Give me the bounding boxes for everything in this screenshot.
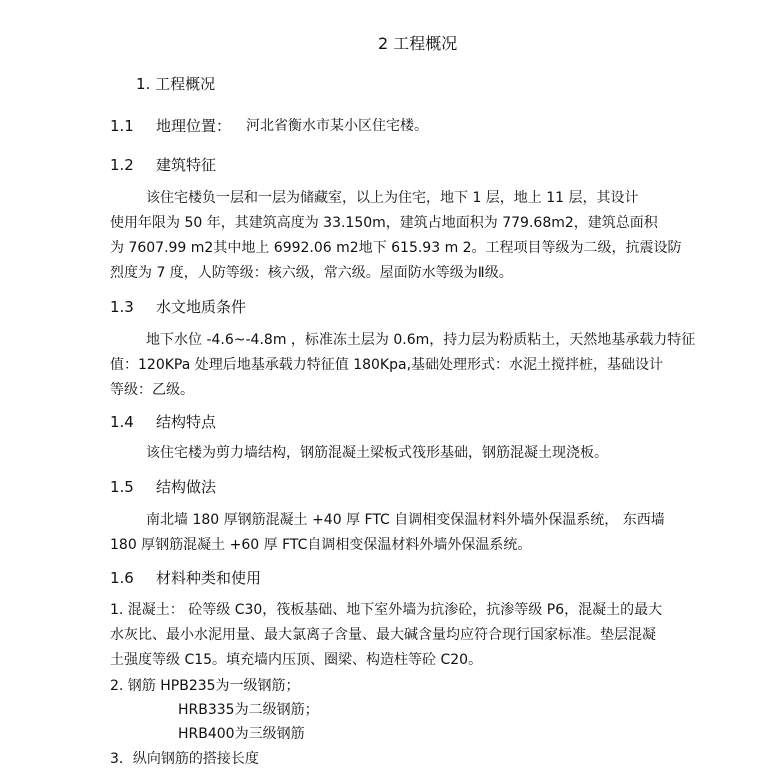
section-title: 结构特点 <box>156 413 217 431</box>
section-heading-1-2 <box>110 155 216 175</box>
section-title: 材料种类和使用 <box>156 569 262 587</box>
paragraph-line: 烈度为 7 度，人防等级：核六级，常六级。屋面防水等级为Ⅱ级。 <box>110 265 513 281</box>
section-number: 1.2 <box>110 156 134 174</box>
paragraph-line: 南北墙 180 厚钢筋混凝土 +40 厚 FTC 自调相变保温材料外墙外保温系统， 东西墙 <box>146 512 665 528</box>
section-number: 1.4 <box>110 413 134 431</box>
paragraph-line: 水灰比、最小水泥用量、最大氯离子含量、最大碱含量均应符合现行国家标准。垫层混凝 <box>110 627 656 643</box>
list-item: 3．纵向钢筋的搭接长度 <box>110 751 259 767</box>
section-number: 1.3 <box>110 298 134 316</box>
section-inline-text-1-1: 河北省衡水市某小区住宅楼。 <box>246 118 428 134</box>
paragraph-line: 值：120KPa 处理后地基承载力特征值 180Kpa,基础处理形式：水泥土搅拌桩，基础设计 <box>110 357 664 373</box>
section-heading-1-4 <box>110 412 216 432</box>
section-heading-1-3 <box>110 297 246 317</box>
list-item: 2. 钢筋 HPB235为一级钢筋； <box>110 678 300 694</box>
section-heading-1-5 <box>110 477 216 497</box>
chapter-heading: 1. 工程概况 <box>136 75 216 93</box>
document-title: 2 工程概况 <box>378 34 458 53</box>
list-item: HRB400为三级钢筋 <box>178 726 305 742</box>
section-number: 1.1 <box>110 117 134 135</box>
paragraph-line: 180 厚钢筋混凝土 +60 厚 FTC自调相变保温材料外墙外保温系统。 <box>110 537 532 553</box>
paragraph-line: 土强度等级 C15。填充墙内压顶、圈梁、构造柱等砼 C20。 <box>110 652 483 668</box>
section-title: 建筑特征 <box>156 156 217 174</box>
section-title: 地理位置： <box>156 117 232 135</box>
list-item: HRB335为二级钢筋； <box>178 702 319 718</box>
section-title: 结构做法 <box>156 478 217 496</box>
section-title: 水文地质条件 <box>156 298 247 316</box>
section-heading-1-1 <box>110 116 231 136</box>
paragraph-line: 等级：乙级。 <box>110 382 194 398</box>
paragraph-line: 该住宅楼为剪力墙结构，钢筋混凝土梁板式筏形基础，钢筋混凝土现浇板。 <box>146 445 608 461</box>
paragraph-line: 该住宅楼负一层和一层为储藏室，以上为住宅，地下 1 层，地上 11 层，其设计 <box>146 190 639 206</box>
section-number: 1.6 <box>110 569 134 587</box>
paragraph-line: 1. 混凝土： 砼等级 C30，筏板基础、地下室外墙为抗渗砼，抗渗等级 P6，混凝土的最大 <box>110 602 663 618</box>
section-number: 1.5 <box>110 478 134 496</box>
paragraph-line: 为 7607.99 m2其中地上 6992.06 m2地下 615.93 m 2。工程项目等级为二级，抗震设防 <box>110 240 682 256</box>
paragraph-line: 使用年限为 50 年，其建筑高度为 33.150m，建筑占地面积为 779.68m2，建筑总面积 <box>110 215 658 231</box>
paragraph-line: 地下水位 -4.6~-4.8m ，标准冻土层为 0.6m，持力层为粉质粘土，天然地基承载力特征 <box>146 332 696 348</box>
section-heading-1-6 <box>110 568 261 588</box>
